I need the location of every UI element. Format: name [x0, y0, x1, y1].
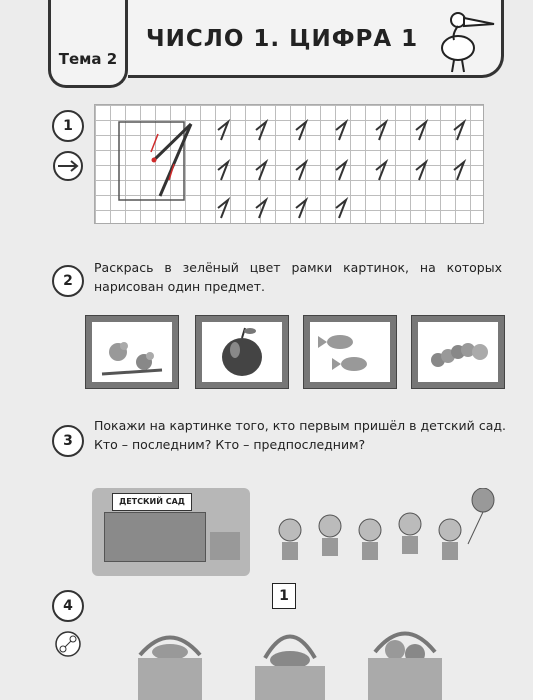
practice-digit-one: [416, 122, 426, 140]
path-icon: [54, 630, 82, 658]
task-1-marker: 1: [52, 110, 84, 142]
practice-digit-one: [256, 122, 266, 140]
practice-digit-one: [296, 122, 306, 140]
practice-digit-one: [218, 162, 228, 180]
task-2-text: Раскрась в зелёный цвет рамки картинок, на которых нарисован один предмет.: [94, 260, 502, 294]
practice-digit-one: [218, 122, 228, 140]
practice-digit-one: [336, 200, 346, 218]
baskets-row[interactable]: [130, 610, 460, 700]
arrow-right-circle-icon: [52, 150, 84, 182]
topic-tab: [48, 0, 128, 88]
practice-digit-one: [256, 200, 266, 218]
practice-digit-one: [454, 162, 464, 180]
practice-digit-one: [336, 122, 346, 140]
practice-digit-one: [376, 122, 386, 140]
picture-birds[interactable]: [86, 316, 178, 388]
picture-caterpillar[interactable]: [412, 316, 504, 388]
practice-digit-one: [296, 200, 306, 218]
task-3-marker: 3: [52, 425, 84, 457]
practice-digit-one: [376, 162, 386, 180]
practice-digit-one: [336, 162, 346, 180]
task-2-marker: 2: [52, 265, 84, 297]
practice-digit-one: [218, 200, 228, 218]
task-3-text: Покажи на картинке того, кто первым пришёл в детский сад. Кто – последним? Кто – предпоследним?: [94, 418, 506, 452]
children-scene[interactable]: [268, 488, 506, 570]
picture-apple[interactable]: [196, 316, 288, 388]
task-4-marker: 4: [52, 590, 84, 622]
practice-digit-one: [416, 162, 426, 180]
practice-digit-one: [256, 162, 266, 180]
answer-box[interactable]: 1: [272, 583, 296, 609]
kindergarten-sign: ДЕТСКИЙ САД: [112, 493, 192, 511]
kindergarten-scene[interactable]: [92, 488, 250, 576]
practice-digit-one: [296, 162, 306, 180]
digit-practice: [94, 104, 484, 224]
topic-label: Тема 2: [58, 50, 118, 68]
picture-fish[interactable]: [304, 316, 396, 388]
page-title: ЧИСЛО 1. ЦИФРА 1: [146, 26, 419, 52]
practice-digit-one: [454, 122, 464, 140]
pelican-icon: [424, 6, 500, 76]
